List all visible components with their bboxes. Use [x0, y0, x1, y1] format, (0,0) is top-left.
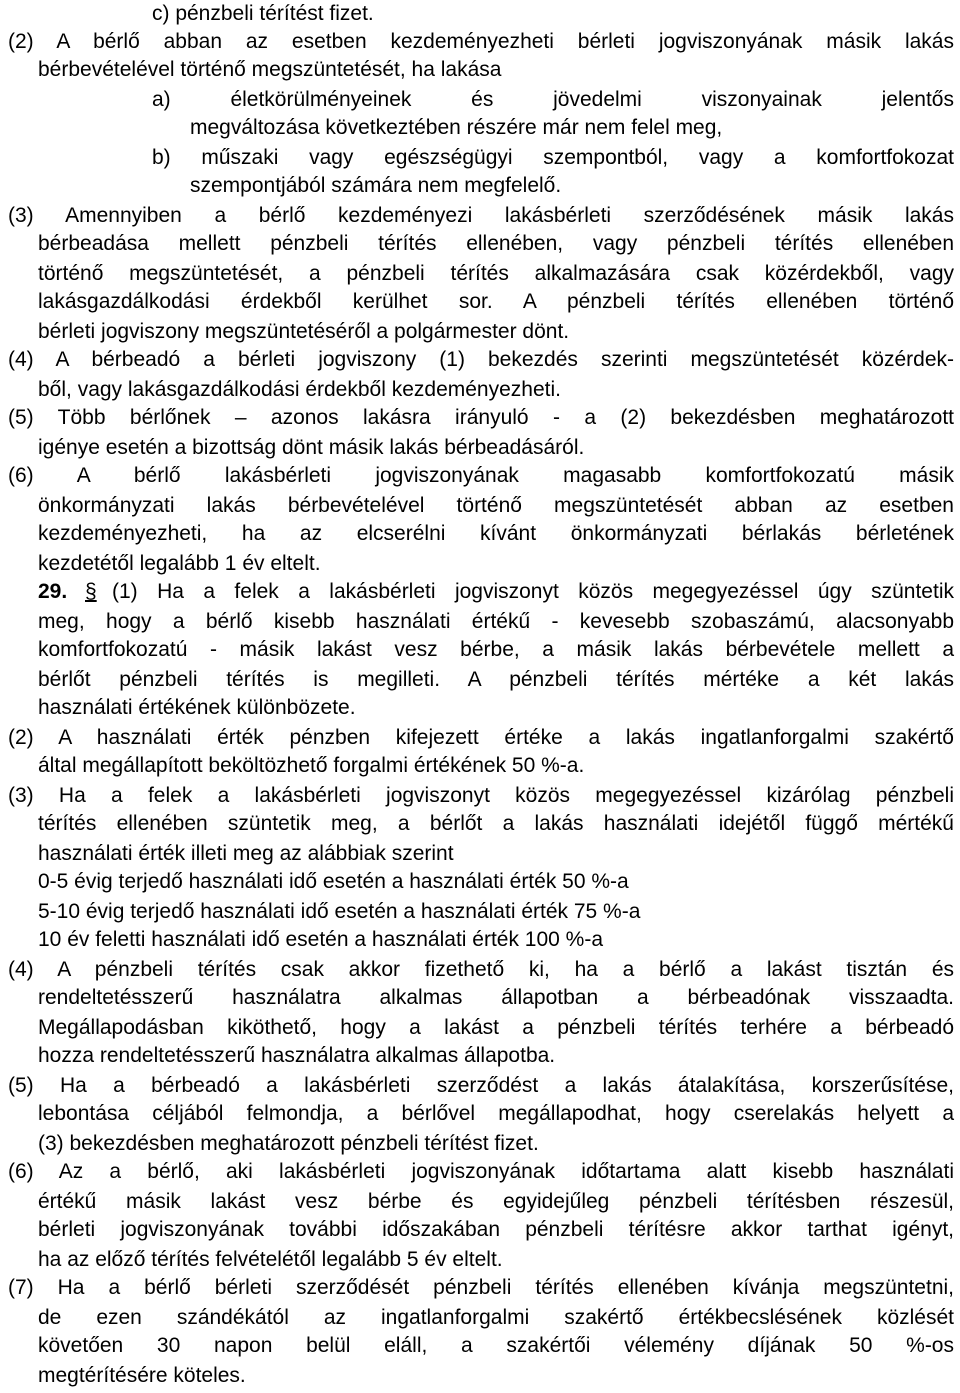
text-line: szempontjából számára nem megfelelő. [190, 174, 562, 197]
text-line: (3) Amennyiben a bérlő kezdeményezi lakásbérleti szerződésének másik lakás [8, 204, 954, 227]
text-line: kezdetétől legalább 1 év eltelt. [38, 552, 321, 575]
text-line: ha az előző térítés felvételétől legalább 5 év eltelt. [38, 1248, 503, 1271]
text-line: (6) A bérlő lakásbérleti jogviszonyának magasabb komfortfokozatú másik [8, 464, 954, 487]
text-line: (6) Az a bérlő, aki lakásbérleti jogviszonyának időtartama alatt kisebb használati [8, 1160, 954, 1183]
text-line: használati értékének különbözete. [38, 696, 356, 719]
text-line: (2) A bérlő abban az esetben kezdeményezheti bérleti jogviszonyának másik lakás [8, 30, 954, 53]
text-line: 5-10 évig terjedő használati idő esetén a használati érték 75 %-a [38, 900, 641, 923]
text-line: lakásgazdálkodási érdekből kerülhet sor. A pénzbeli térítés ellenében történő [38, 290, 954, 313]
text-line: ből, vagy lakásgazdálkodási érdekből kezdeményezheti. [38, 378, 561, 401]
text-line: bérleti jogviszonyának további időszakában pénzbeli térítésre akkor tarthat igényt, [38, 1218, 954, 1241]
text-line: hozza rendeltetésszerű használatra alkalmas állapotba. [38, 1044, 556, 1067]
text-line: követően 30 napon belül eláll, a szakértői vélemény díjának 50 %-os [38, 1334, 954, 1357]
text-line: meg, hogy a bérlő kisebb használati értékű - kevesebb szobaszámú, alacsonyabb [38, 610, 954, 633]
text-line: bérbevételével történő megszüntetését, ha lakása [38, 58, 502, 81]
text-line: önkormányzati lakás bérbevételével történő megszüntetését abban az esetben [38, 494, 954, 517]
text-line: (5) Több bérlőnek – azonos lakásra irányuló - a (2) bekezdésben meghatározott [8, 406, 954, 429]
section-sign-link[interactable]: § [85, 580, 97, 603]
text-line: 10 év feletti használati idő esetén a használati érték 100 %-a [38, 928, 604, 951]
text-line: által megállapított beköltözhető forgalmi értékének 50 %-a. [38, 754, 585, 777]
text-line: igénye esetén a bizottság dönt másik lakás bérbeadásáról. [38, 436, 585, 459]
text-line: (2) A használati érték pénzben kifejezett értéke a lakás ingatlanforgalmi szakértő [8, 726, 954, 749]
text-line: kezdeményezheti, ha az elcserélni kívánt önkormányzati bérlakás bérletének [38, 522, 954, 545]
text-line: c) pénzbeli térítést fizet. [152, 2, 374, 25]
text-line: használati érték illeti meg az alábbiak szerint [38, 842, 454, 865]
text-line: megváltozása következtében részére már nem felel meg, [190, 116, 723, 139]
text-line: (3) Ha a felek a lakásbérleti jogviszonyt közös megegyezéssel kizárólag pénzbeli [8, 784, 954, 807]
text-line: lebontása céljából felmondja, a bérlővel megállapodhat, hogy cserelakás helyett a [38, 1102, 954, 1125]
text-line: történő megszüntetését, a pénzbeli térítés alkalmazására csak közérdekből, vagy [38, 262, 954, 285]
text-line: bérbeadása mellett pénzbeli térítés ellenében, vagy pénzbeli térítés ellenében [38, 232, 954, 255]
text-line: (7) Ha a bérlő bérleti szerződését pénzbeli térítés ellenében kívánja megszüntetni, [8, 1276, 954, 1299]
text-line: a) életkörülményeinek és jövedelmi viszonyainak jelentős [152, 88, 954, 111]
text-line: bérlőt pénzbeli térítés is megilleti. A pénzbeli térítés mértéke a két lakás [38, 668, 954, 691]
text-line: komfortfokozatú - másik lakást vesz bérbe, a másik lakás bérbevétele mellett a [38, 638, 954, 661]
text-line: értékű másik lakást vesz bérbe és egyidejűleg pénzbeli térítésben részesül, [38, 1190, 954, 1213]
text-line: Megállapodásban kiköthető, hogy a lakást a pénzbeli térítés terhére a bérbeadó [38, 1016, 954, 1039]
text-line: térítés ellenében szüntetik meg, a bérlőt a lakás használati idejétől függő mértékű [38, 812, 954, 835]
text-line: (3) bekezdésben meghatározott pénzbeli térítést fizet. [38, 1132, 539, 1155]
text-line: 0-5 évig terjedő használati idő esetén a használati érték 50 %-a [38, 870, 629, 893]
text-line: de ezen szándékától az ingatlanforgalmi szakértő értékbecslésének közlését [38, 1306, 954, 1329]
section-number: 29. [38, 580, 68, 603]
text-line: megtérítésére köteles. [38, 1364, 246, 1387]
text-line: (1) Ha a felek a lakásbérleti jogviszonyt közös megegyezéssel úgy szüntetik [112, 580, 954, 603]
text-line: bérleti jogviszony megszüntetéséről a polgármester dönt. [38, 320, 570, 343]
text-line: (5) Ha a bérbeadó a lakásbérleti szerződést a lakás átalakítása, korszerűsítése, [8, 1074, 954, 1097]
text-line: b) műszaki vagy egészségügyi szempontból, vagy a komfortfokozat [152, 146, 954, 169]
text-line: (4) A pénzbeli térítés csak akkor fizethető ki, ha a bérlő a lakást tisztán és [8, 958, 954, 981]
text-line: rendeltetésszerű használatra alkalmas állapotban a bérbeadónak visszaadta. [38, 986, 954, 1009]
text-line: (4) A bérbeadó a bérleti jogviszony (1) bekezdés szerinti megszüntetését közérdek- [8, 348, 954, 371]
